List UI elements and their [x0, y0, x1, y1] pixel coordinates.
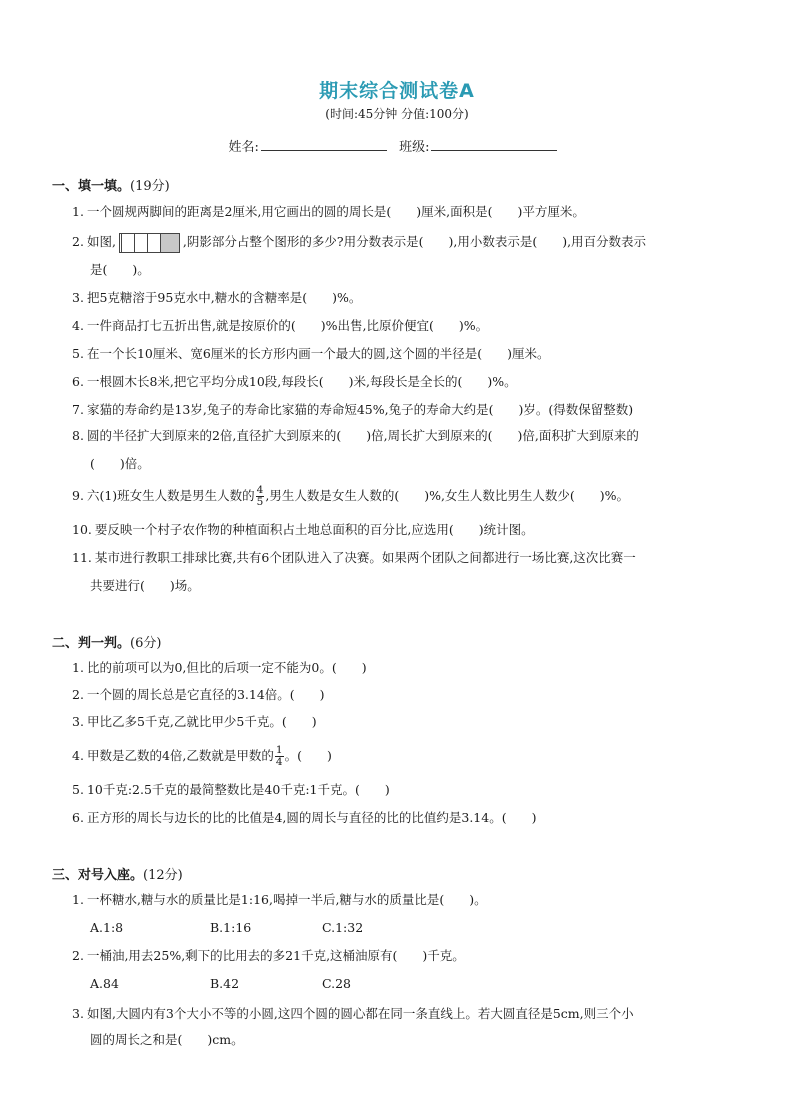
- question-2-6: 6. 正方形的周长与边长的比的比值是4,圆的周长与直径的比的比值约是3.14。( ): [72, 810, 537, 825]
- question-1-11: 11. 某市进行教职工排球比赛,共有6个团队进入了决赛。如果两个团队之间都进行一场比赛,这次比赛一: [72, 550, 636, 565]
- question-1-8-continued: ( )倍。: [90, 456, 150, 471]
- class-blank[interactable]: [431, 138, 557, 151]
- question-1-6: 6. 一根圆木长8米,把它平均分成10段,每段长( )米,每段长是全长的( )%。: [72, 374, 517, 389]
- question-2-3: 3. 甲比乙多5千克,乙就比甲少5千克。( ): [72, 714, 317, 729]
- section-3-heading: 三、对号入座。(12分): [52, 868, 183, 883]
- question-1-2-continued: 是( )。: [90, 262, 150, 277]
- question-1-3: 3. 把5克糖溶于95克水中,糖水的含糖率是( )%。: [72, 290, 362, 305]
- question-1-7: 7. 家猫的寿命约是13岁,兔子的寿命比家猫的寿命短45%,兔子的寿命大约是( )岁。(得数保留整数): [72, 402, 634, 417]
- question-1-8: 8. 圆的半径扩大到原来的2倍,直径扩大到原来的( )倍,周长扩大到原来的( )倍,面积扩大到原来的: [72, 428, 639, 443]
- fraction-one-fourth: $\frac{1}{4}$: [275, 744, 283, 768]
- question-1-2: 2. 如图, ,阴影部分占整个图形的多少?用分数表示是( ),用小数表示是( ),用百分数表示: [72, 230, 742, 254]
- option-3-2-b[interactable]: B.42: [210, 976, 240, 991]
- question-1-10: 10. 要反映一个村子农作物的种植面积占土地总面积的百分比,应选用( )统计图。: [72, 522, 534, 537]
- student-info: [0, 136, 794, 155]
- question-2-1: 1. 比的前项可以为0,但比的后项一定不能为0。( ): [72, 660, 367, 675]
- question-2-5: 5. 10千克:2.5千克的最简整数比是40千克:1千克。( ): [72, 782, 390, 797]
- question-2-2: 2. 一个圆的周长总是它直径的3.14倍。( ): [72, 687, 325, 702]
- question-3-1: 1. 一杯糖水,糖与水的质量比是1:16,喝掉一半后,糖与水的质量比是( )。: [72, 892, 487, 907]
- question-1-1: 1. 一个圆规两脚间的距离是2厘米,用它画出的圆的周长是( )厘米,面积是( )平方厘米。: [72, 204, 585, 219]
- question-1-4: 4. 一件商品打七五折出售,就是按原价的( )%出售,比原价便宜( )%。: [72, 318, 489, 333]
- question-3-3-continued: 圆的周长之和是( )cm。: [90, 1032, 244, 1047]
- question-1-11-continued: 共要进行( )场。: [90, 578, 200, 593]
- option-3-2-a[interactable]: A.84: [90, 976, 119, 991]
- name-label: 姓名:: [228, 140, 259, 155]
- fraction-four-fifths: $\frac{4}{5}$: [256, 484, 264, 508]
- exam-subtitle: (时间:45分钟 分值:100分): [325, 107, 469, 121]
- class-label: 班级:: [399, 140, 430, 155]
- shaded-rectangle-figure: [119, 233, 180, 253]
- question-1-5: 5. 在一个长10厘米、宽6厘米的长方形内画一个最大的圆,这个圆的半径是( )厘米。: [72, 346, 550, 361]
- option-3-2-c[interactable]: C.28: [322, 976, 351, 991]
- question-1-9: 9. 六(1)班女生人数是男生人数的 $\frac{4}{5}$ ,男生人数是女生人数的( )%,女生人数比男生人数少( )%。: [72, 484, 630, 508]
- question-2-4: 4. 甲数是乙数的4倍,乙数就是甲数的 $\frac{1}{4}$ 。( ): [72, 744, 332, 768]
- option-3-1-b[interactable]: B.1:16: [210, 920, 252, 935]
- page-title: 期末综合测试卷A: [319, 80, 475, 102]
- question-3-3: 3. 如图,大圆内有3个大小不等的小圆,这四个圆的圆心都在同一条直线上。若大圆直径是5cm,则三个小: [72, 1006, 634, 1021]
- section-1-heading: 一、填一填。(19分): [52, 179, 170, 194]
- section-2-heading: 二、判一判。(6分): [52, 636, 162, 651]
- option-3-1-a[interactable]: A.1:8: [90, 920, 124, 935]
- option-3-1-c[interactable]: C.1:32: [322, 920, 364, 935]
- question-3-2: 2. 一桶油,用去25%,剩下的比用去的多21千克,这桶油原有( )千克。: [72, 948, 465, 963]
- name-blank[interactable]: [261, 138, 387, 151]
